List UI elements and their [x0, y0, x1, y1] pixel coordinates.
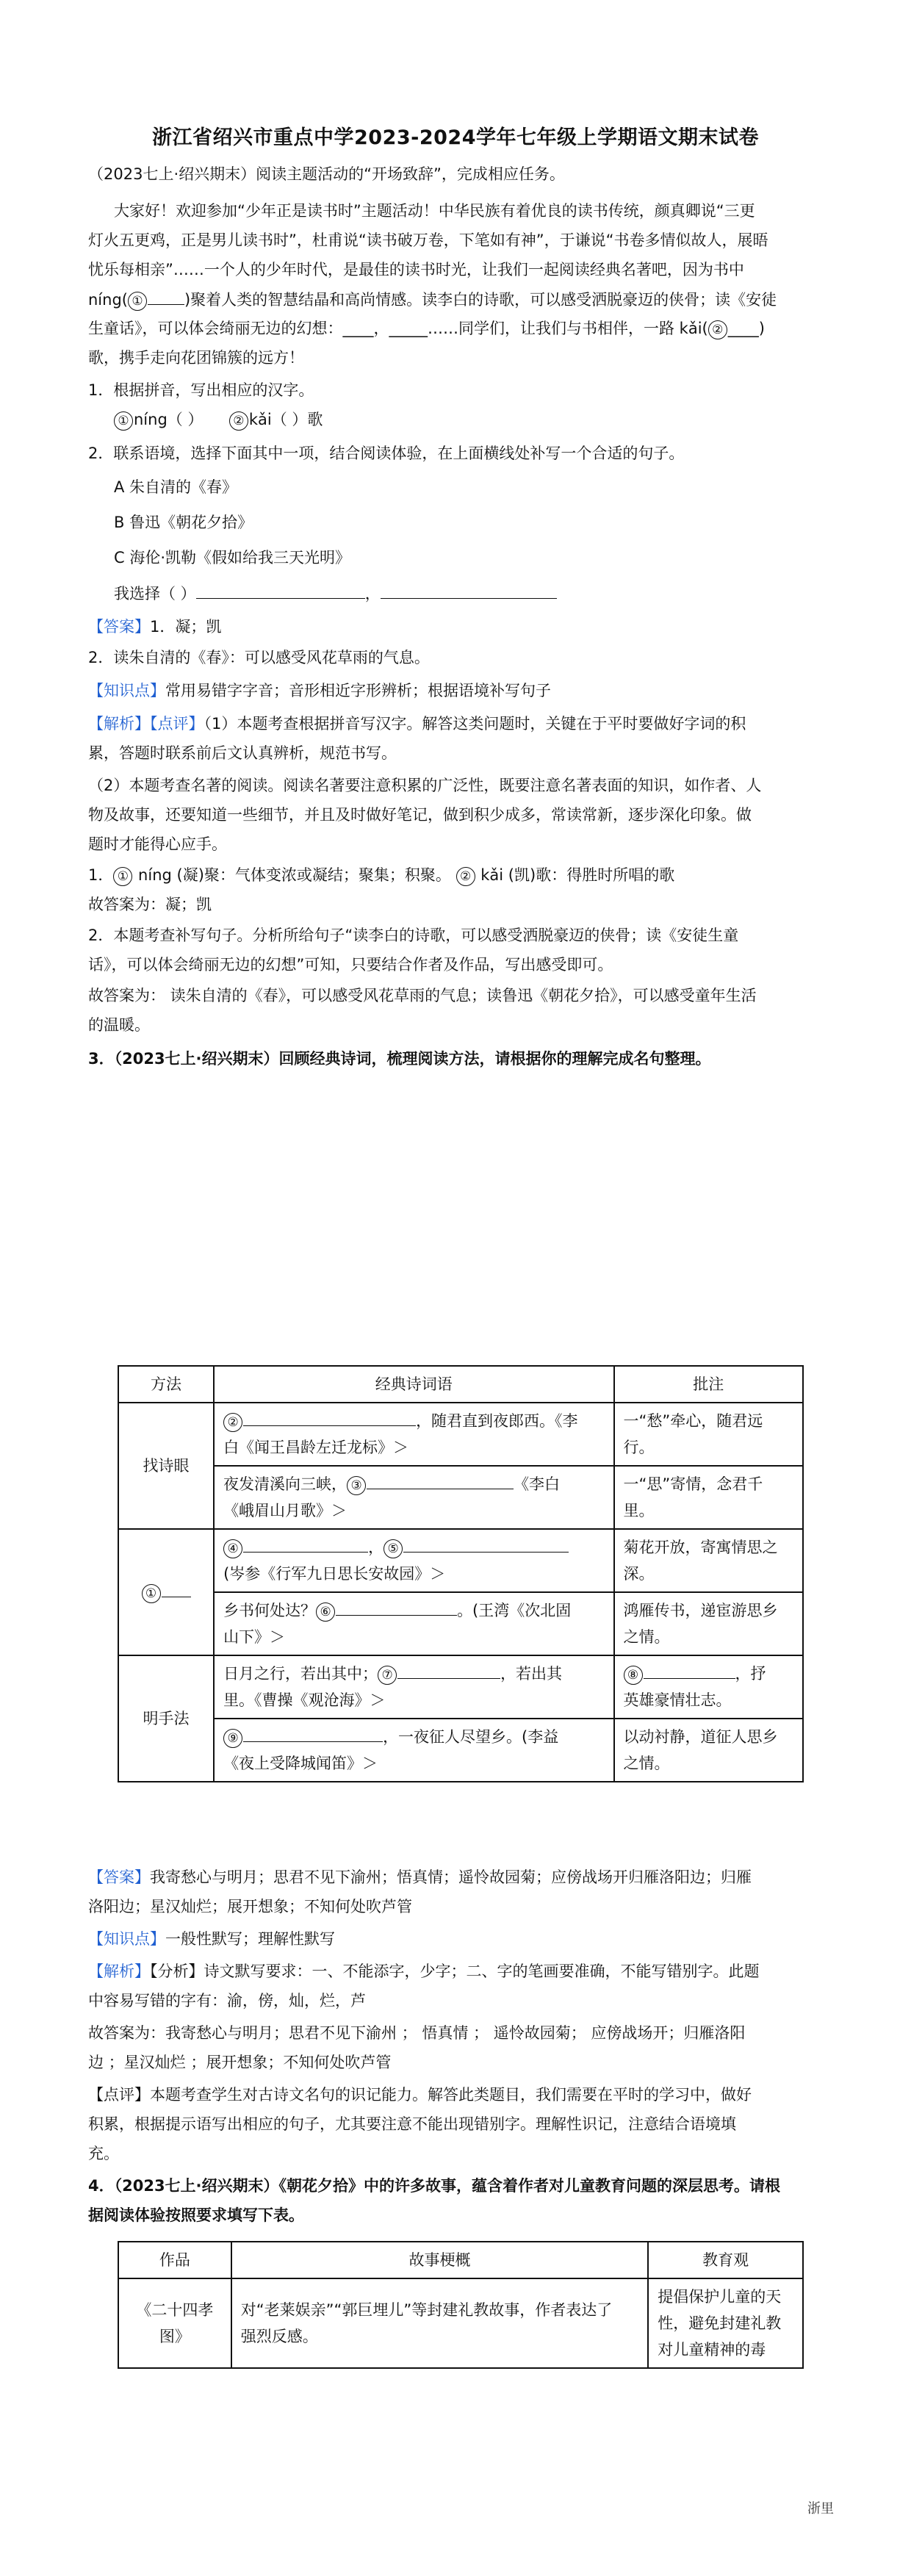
q1-analysis-1: （1）本题考查根据拼音写汉字。解答这类问题时，关键在于平时要做好字词的积: [204, 715, 746, 733]
table2-summary: [231, 2278, 648, 2368]
table-cell-row-4: [214, 1592, 613, 1655]
q1-analysis-line-5: 题时才能得心应手。: [88, 835, 227, 853]
view-line-2: 性，避免封建礼教: [658, 2314, 782, 2332]
circled-5: ⑤: [384, 1539, 403, 1558]
choose-answer-blank-1[interactable]: [196, 582, 365, 599]
note-4-line-2: 之情。: [623, 1628, 670, 1646]
q1-knowledge-line: [88, 680, 823, 702]
q3-analysis-line-2: 中容易写错的字有：渝，傍，灿，烂，芦: [88, 1992, 366, 2010]
document-title: 浙江省绍兴市重点中学2023-2024学年七年级上学期语文期末试卷: [152, 126, 759, 149]
task-1-blank-a[interactable]: níng（ ）: [134, 411, 204, 428]
poem-blank-7[interactable]: [397, 1662, 500, 1679]
note-6-line-2: 之情。: [623, 1755, 670, 1772]
note-4-line-1: 鸿雁传书，递宦游思乡: [623, 1602, 778, 1619]
passage-line-5: [88, 317, 823, 339]
q1-answer-2: 2．读朱自清的《春》：可以感受风花草雨的气息。: [88, 649, 430, 666]
q3-knowledge: 一般性默写；理解性默写: [165, 1930, 335, 1948]
note-blank-8[interactable]: [644, 1662, 735, 1679]
table-cell-note-2: [614, 1466, 803, 1529]
circled-2b: ②: [456, 867, 475, 886]
task-1-blank-b[interactable]: kǎi（ ）歌: [248, 411, 323, 428]
view-line-3: 对儿童精神的毒: [658, 2341, 766, 2359]
table-cell-note-3: [614, 1529, 803, 1592]
analysis-label: 【解析】: [88, 715, 150, 733]
table-cell-row-2: [214, 1466, 613, 1529]
poem-blank-5[interactable]: [403, 1536, 569, 1553]
q1-analysis-line-4: 物及故事，还要知道一些细节，并且及时做好笔记，做到积少成多，常读常新，逐步深化印象。做: [88, 806, 752, 824]
q3-analysis-1: 【分析】诗文默写要求：一、不能添字，少字；二、字的笔画要准确，不能写错别字。此题: [150, 1962, 760, 1980]
choose-label: 我选择（ ）: [114, 585, 196, 602]
method-3: 明手法: [118, 1655, 214, 1782]
passage-line-4-text: )聚着人类的智慧结晶和高尚情感。读李白的诗歌，可以感受洒脱豪迈的侠骨；读《安徒: [184, 291, 777, 309]
note-2-line-1: 一“思”寄情，念君千: [623, 1475, 763, 1493]
row-3-line-2: (岑参《行军九日思长安故园》＞: [223, 1565, 446, 1583]
q3-analysis-line-1: [88, 1960, 823, 1982]
method-2: [118, 1529, 214, 1655]
table-header-poem: 经典诗词语: [214, 1366, 613, 1403]
row-1-line-2: 白《闻王昌龄左迁龙标》＞: [223, 1439, 409, 1456]
blank-marker-2: ②: [708, 320, 727, 339]
q3-answer-line-1: [88, 1866, 823, 1888]
circled-8: ⑧: [624, 1666, 643, 1685]
circled-2c: ②: [223, 1413, 242, 1432]
table2-header-work: 作品: [118, 2242, 231, 2278]
analysis-label-2: 【解析】: [88, 1962, 150, 1980]
method-blank-1[interactable]: [162, 1580, 191, 1597]
q3-comment-3: 充。: [88, 2145, 119, 2162]
q1-explain-1-answer: 故答案为：凝；凯: [88, 896, 212, 913]
choose-line: 我选择（ ） ，: [114, 582, 849, 605]
table-cell-note-4: [614, 1592, 803, 1655]
row-2-prefix: 夜发清溪向三峡，: [223, 1475, 348, 1493]
row-4-suffix: 。(王湾《次北固: [457, 1602, 572, 1619]
q4-intro-1: 4．（2023七上·绍兴期末）《朝花夕拾》中的许多故事，蕴含着作者对儿童教育问题的深层思考。请根: [88, 2177, 781, 2195]
q3-knowledge-line: [88, 1928, 823, 1950]
poem-blank-3[interactable]: [367, 1472, 514, 1489]
summary-line-1: 对“老莱娱亲”“郭巨埋儿”等封建礼教故事，作者表达了: [240, 2301, 613, 2319]
table-cell-row-6: [214, 1719, 613, 1782]
q1-explain-1: [88, 864, 823, 886]
view-line-1: 提倡保护儿童的天: [658, 2288, 782, 2306]
row-1-line-1: ，随君直到夜郎西。《李: [416, 1412, 578, 1430]
poem-blank-4[interactable]: [243, 1536, 368, 1553]
answer-label-2: 【答案】: [88, 1868, 150, 1886]
note-3-line-1: 菊花开放，寄寓情思之: [623, 1539, 778, 1556]
q1-answer: 1．凝；凯: [150, 618, 222, 636]
poem-blank-9[interactable]: [243, 1725, 383, 1742]
circled-3: ③: [347, 1476, 366, 1495]
poem-table: [118, 1365, 804, 1782]
q3-final-answer-2: 边 ；星汉灿烂 ；展开想象；不知何处吹芦管: [88, 2054, 392, 2071]
q1-analysis-line-1: [88, 713, 823, 735]
option-a: A 朱自清的《春》: [114, 478, 238, 496]
q1-explain-kai: kǎi (凯)歌：得胜时所唱的歌: [475, 866, 675, 884]
q1-explain-ning: níng (凝)聚：气体变浓或凝结；聚集；积聚。: [133, 866, 451, 884]
note-3-line-2: 深。: [623, 1565, 655, 1583]
note-1-line-2: 行。: [623, 1439, 655, 1456]
q3-final-answer-1: 故答案为：我寄愁心与明月；思君不见下渝州 ； 悟真情 ； 遥怜故园菊； 应傍战场开；归雁洛阳: [88, 2024, 746, 2042]
table-cell-note-5: [614, 1655, 803, 1719]
circled-9: ⑨: [223, 1729, 242, 1748]
summary-line-2: 强烈反感。: [240, 2328, 318, 2345]
row-4-line-2: 山下》＞: [223, 1628, 286, 1646]
circled-1c: ①: [142, 1584, 161, 1603]
knowledge-label-2: 【知识点】: [88, 1930, 165, 1948]
passage-line-1: 大家好！欢迎参加“少年正是读书时”主题活动！中华民族有着优良的读书传统，颜真卿说“三更: [114, 202, 755, 220]
row-4-prefix: 乡书何处达？: [223, 1602, 317, 1619]
circled-2: ②: [229, 411, 248, 431]
option-b: B 鲁迅《朝花夕拾》: [114, 514, 253, 531]
comment-label: 【点评】: [150, 715, 204, 733]
q3-intro: 3．（2023七上·绍兴期末）回顾经典诗词，梳理阅读方法，请根据你的理解完成名句整理。: [88, 1050, 711, 1068]
table2-view: [648, 2278, 803, 2368]
table-header-note: 批注: [614, 1366, 803, 1403]
row-5-prefix: 日月之行，若出其中；: [223, 1665, 378, 1683]
note-2-line-2: 里。: [623, 1502, 655, 1519]
circled-1b: ①: [113, 867, 132, 886]
circled-7: ⑦: [378, 1666, 397, 1685]
row-2-line-2: 《峨眉山月歌》＞: [223, 1502, 348, 1519]
passage-line-6: 歌，携手走向花团锦簇的远方！: [88, 349, 304, 367]
note-5-line-2: 英雄豪情壮志。: [623, 1691, 732, 1709]
table-cell-row-1: [214, 1403, 613, 1466]
page-footer: 浙里: [807, 2501, 834, 2516]
q1-explain-2-line-4: 的温暖。: [88, 1016, 150, 1034]
choose-answer-blank-2[interactable]: [381, 582, 557, 599]
passage-line-4: [88, 288, 823, 311]
row-6-line-2: 《夜上受降城闻笛》＞: [223, 1755, 378, 1772]
table-cell-note-1: [614, 1403, 803, 1466]
task-1: 1．根据拼音，写出相应的汉字。: [88, 381, 314, 399]
note-5-suffix: ，抒: [735, 1665, 766, 1683]
poem-blank-6[interactable]: [336, 1599, 457, 1616]
circled-4: ④: [223, 1539, 242, 1558]
blank-2[interactable]: ____): [727, 320, 765, 337]
circled-6: ⑥: [316, 1602, 335, 1622]
q1-analysis-line-2: 累，答题时联系前后文认真辨析，规范书写。: [88, 744, 397, 762]
option-c: C 海伦·凯勒《假如给我三天光明》: [114, 549, 351, 566]
row-6-suffix: ，一夜征人尽望乡。(李益: [383, 1728, 559, 1746]
q3-answer-1: 我寄愁心与明月；思君不见下渝州；悟真情；遥怜故园菊；应傍战场开归雁洛阳边；归雁: [150, 1868, 752, 1886]
answer-label: 【答案】: [88, 618, 150, 636]
table-cell-row-3: ④ ， ⑤ (岑参《行军九日思长安故园》＞: [214, 1529, 613, 1592]
work-line-1: 《二十四孝: [136, 2301, 214, 2319]
row-5-line-2: 里。《曹操《观沧海》＞: [223, 1691, 386, 1709]
q4-intro-2: 据阅读体验按照要求填写下表。: [88, 2206, 304, 2224]
blank-1[interactable]: [148, 288, 184, 305]
q1-explain-2-line-1: 2．本题考查补写句子。分析所给句子“读李白的诗歌，可以感受洒脱豪迈的侠骨；读《安徒生童: [88, 927, 739, 944]
work-line-2: 图》: [159, 2328, 190, 2345]
q3-comment-1: 【点评】本题考查学生对古诗文名句的识记能力。解答此类题目，我们需要在平时的学习中，做好: [88, 2086, 752, 2104]
row-5-suffix: ，若出其: [500, 1665, 563, 1683]
blank-marker-1: ①: [128, 292, 147, 311]
q1-knowledge: 常用易错字字音；音形相近字形辨析；根据语境补写句子: [165, 682, 551, 699]
table-cell-note-6: [614, 1719, 803, 1782]
passage-line-5-text: 生童话》，可以体会绮丽无边的幻想：____，_____……同学们，让我们与书相伴，一路 kǎi(: [88, 320, 708, 337]
book-table: [118, 2241, 804, 2369]
q1-explain-2-line-2: 话》，可以体会绮丽无边的幻想”可知，只要结合作者及作品，写出感受即可。: [88, 956, 613, 974]
q3-comment-2: 积累，根据提示语写出相应的句子，尤其要注意不能出现错别字。理解性识记，注意结合语境填: [88, 2115, 736, 2133]
knowledge-label: 【知识点】: [88, 682, 165, 699]
circled-1: ①: [114, 411, 133, 431]
row-2-suffix: 《李白: [514, 1475, 561, 1493]
table-header-method: 方法: [118, 1366, 214, 1403]
q3-answer-line-2: 洛阳边；星汉灿烂；展开想象；不知何处吹芦管: [88, 1898, 412, 1915]
q1-intro: （2023七上·绍兴期末）阅读主题活动的“开场致辞”，完成相应任务。: [88, 165, 565, 183]
table2-work: [118, 2278, 231, 2368]
task-1-blanks: [114, 409, 849, 431]
pinyin-ning: níng(: [88, 291, 128, 309]
q1-analysis-line-3: （2）本题考查名著的阅读。阅读名著要注意积累的广泛性，既要注意名著表面的知识，如作者、人: [88, 777, 762, 794]
note-6-line-1: 以动衬静，道征人思乡: [623, 1728, 778, 1746]
table2-header-view: 教育观: [648, 2242, 803, 2278]
poem-blank-2[interactable]: [243, 1409, 416, 1426]
q1-explain-num: 1．: [88, 866, 114, 884]
task-2: 2．联系语境，选择下面其中一项，结合阅读体验，在上面横线处补写一个合适的句子。: [88, 445, 685, 462]
passage-line-3: 忧乐每相亲”……一个人的少年时代，是最佳的读书时光，让我们一起阅读经典名著吧，因为书中: [88, 261, 744, 278]
table2-header-summary: 故事梗概: [231, 2242, 648, 2278]
table-cell-row-5: [214, 1655, 613, 1719]
q1-explain-2-line-3: 故答案为： 读朱自清的《春》，可以感受风花草雨的气息；读鲁迅《朝花夕拾》，可以感受童年生活: [88, 987, 757, 1004]
q1-answer-line: [88, 616, 823, 638]
note-1-line-1: 一“愁”牵心，随君远: [623, 1412, 763, 1430]
method-1: 找诗眼: [118, 1403, 214, 1529]
passage-line-2: 灯火五更鸡，正是男儿读书时”，杜甫说“读书破万卷，下笔如有神”，于谦说“书卷多情似故人，展晤: [88, 231, 768, 249]
